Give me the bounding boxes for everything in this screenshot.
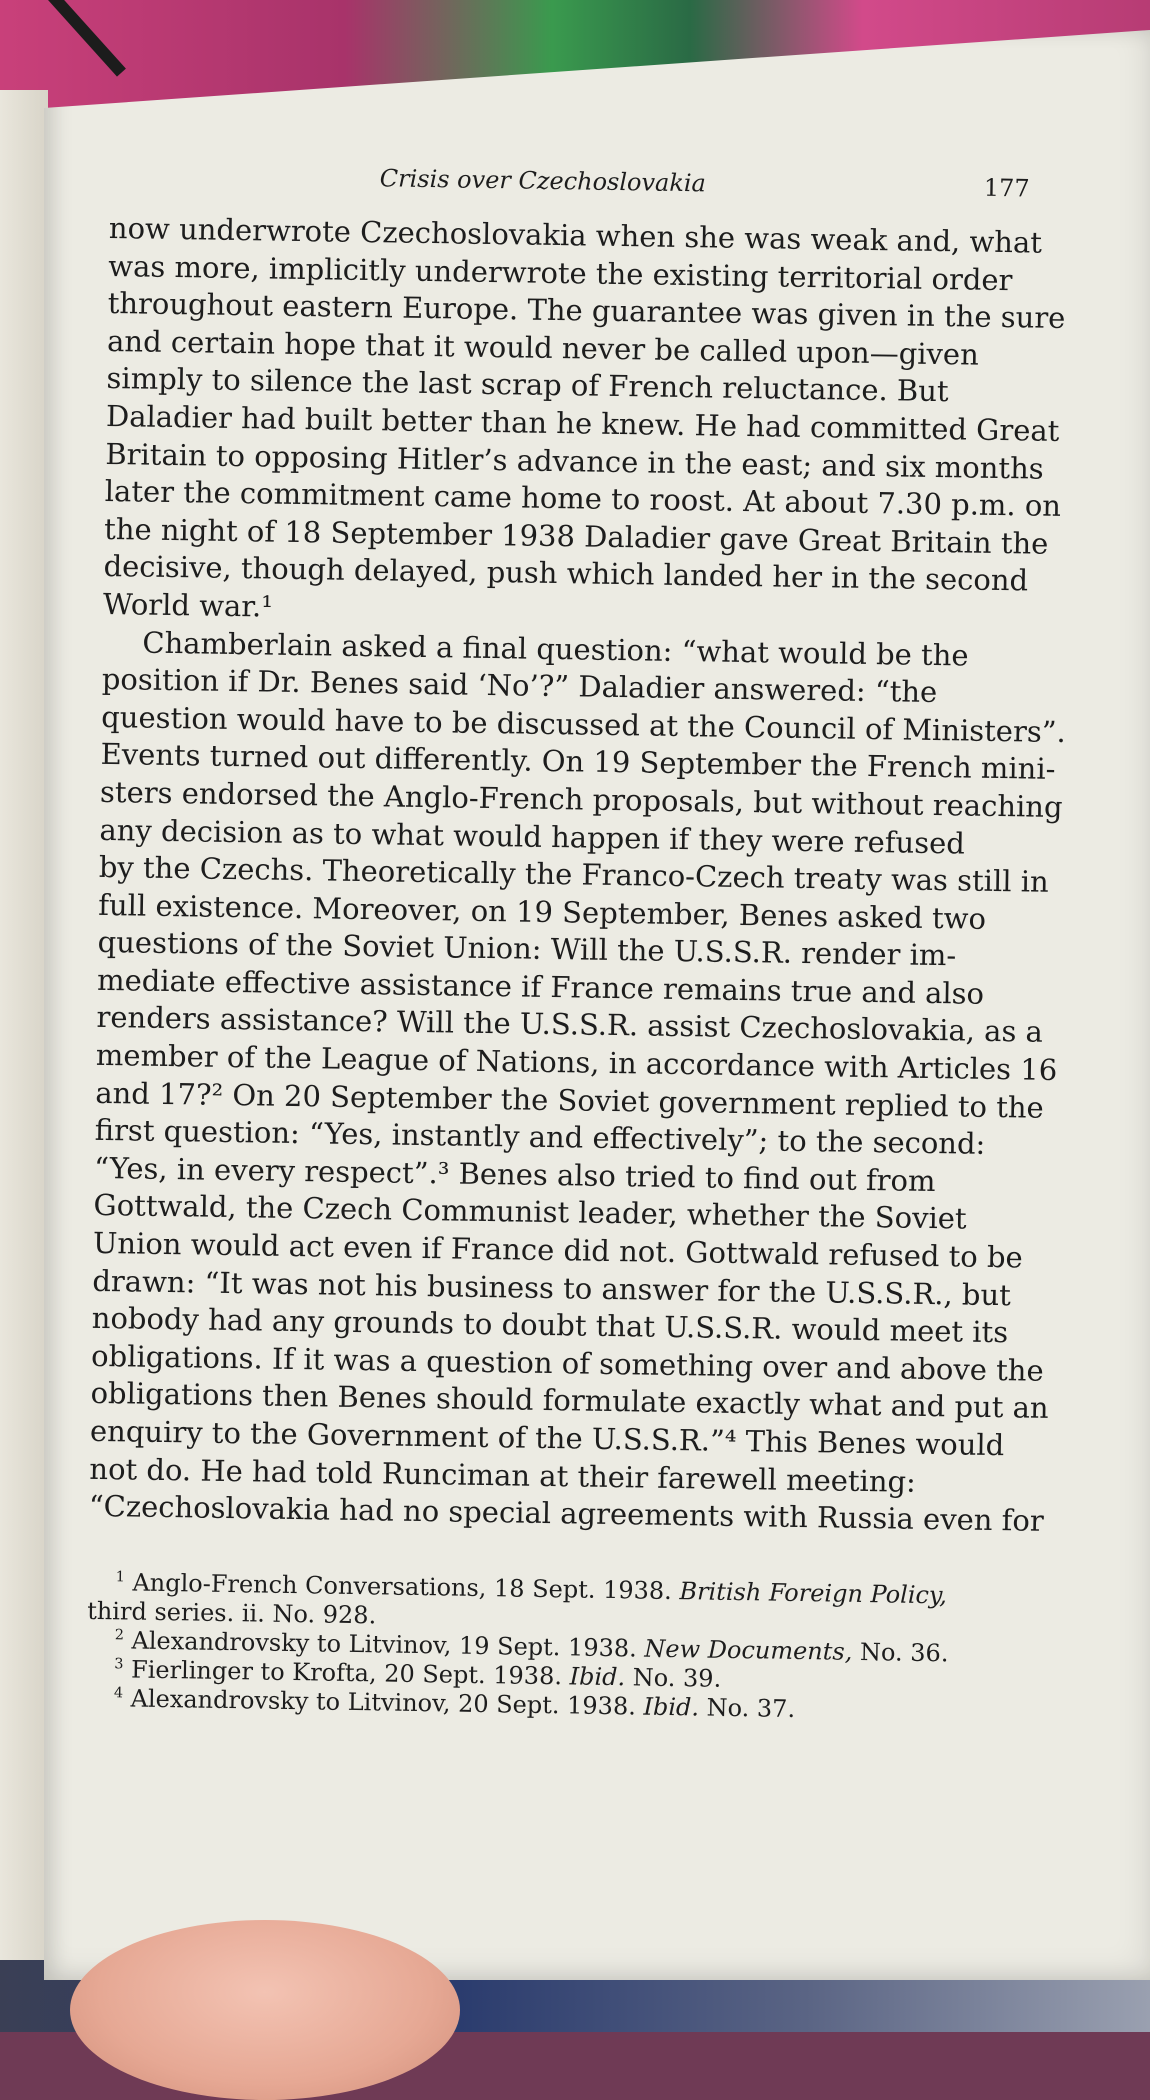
text-line: throughout eastern Europe. The guarantee was given in the sure bbox=[107, 286, 1066, 336]
footnote-number: 3 bbox=[114, 1656, 124, 1673]
text-line: sters endorsed the Anglo-French proposals, but without reaching bbox=[99, 774, 1063, 824]
text-line: question would have to be discussed at the Council of Ministers”. bbox=[100, 699, 1067, 749]
text-line: nobody had any grounds to doubt that U.S.S.R. would meet its bbox=[91, 1301, 1009, 1350]
footnote-italic: British Foreign Policy, bbox=[679, 1576, 948, 1610]
text-line: and certain hope that it would never be called upon—given bbox=[106, 323, 980, 372]
text-line: drawn: “It was not his business to answer for the U.S.S.R., but bbox=[92, 1263, 1012, 1312]
text-line: position if Dr. Benes said ‘No’?” Daladier answered: “the bbox=[101, 662, 938, 710]
footnote-text: Alexandrovsky to Litvinov, 19 Sept. 1938. bbox=[131, 1626, 637, 1663]
text-line: and 17?² On 20 September the Soviet government replied to the bbox=[95, 1075, 1045, 1125]
text-line: Britain to opposing Hitler’s advance in the east; and six months bbox=[105, 436, 1044, 486]
text-line: later the commitment came home to roost. At about 7.30 p.m. on bbox=[104, 474, 1062, 524]
footnote-number: 2 bbox=[114, 1627, 125, 1644]
footnote-tail: No. 37. bbox=[706, 1693, 796, 1723]
paragraph-2 bbox=[88, 623, 1067, 1540]
footnote-text: Anglo-French Conversations, 18 Sept. 1938. bbox=[132, 1568, 673, 1605]
text-line: “Yes, in every respect”.³ Benes also tried to find out from bbox=[93, 1150, 936, 1198]
text-line: full existence. Moreover, on 19 September, Benes asked two bbox=[98, 887, 987, 936]
text-line: Daladier had built better than he knew. He had committed Great bbox=[105, 398, 1060, 448]
text-line: renders assistance? Will the U.S.S.R. assist Czechoslovakia, as a bbox=[96, 1000, 1044, 1050]
text-line: “Czechoslovakia had no special agreements with Russia even for bbox=[88, 1489, 1045, 1539]
footnote-text: Alexandrovsky to Litvinov, 20 Sept. 1938. bbox=[130, 1684, 637, 1721]
running-title: Crisis over Czechoslovakia bbox=[379, 164, 707, 198]
facing-page-edge bbox=[0, 90, 48, 2032]
footnote-number: 4 bbox=[113, 1685, 124, 1702]
text-line: mediate effective assistance if France remains true and also bbox=[96, 962, 985, 1011]
footnote-1-continued: third series. ii. No. 928. bbox=[86, 1596, 377, 1630]
text-line: obligations then Benes should formulate exactly what and put an bbox=[90, 1376, 1049, 1426]
thumb bbox=[70, 1920, 460, 2100]
text-line: by the Czechs. Theoretically the Franco-Czech treaty was still in bbox=[98, 850, 1049, 899]
text-line: enquiry to the Government of the U.S.S.R.”⁴ This Benes would bbox=[89, 1413, 1005, 1463]
text-line: Chamberlain asked a final question: “what would be the bbox=[142, 625, 969, 673]
footnote-tail: No. 39. bbox=[632, 1663, 722, 1693]
footnote-italic: New Documents, bbox=[644, 1634, 853, 1666]
text-line: obligations. If it was a question of something over and above the bbox=[90, 1338, 1044, 1388]
footnote-italic: Ibid. bbox=[643, 1692, 700, 1722]
text-line: first question: “Yes, instantly and effectively”; to the second: bbox=[94, 1113, 986, 1162]
text-line: World war.¹ bbox=[102, 586, 274, 624]
page-number: 177 bbox=[983, 173, 1030, 203]
page-content bbox=[86, 160, 1067, 1727]
footnote-number: 1 bbox=[115, 1569, 126, 1586]
text-line: was more, implicitly underwrote the existing territorial order bbox=[108, 248, 1013, 297]
footnote-tail: No. 36. bbox=[859, 1637, 949, 1668]
text-line: Events turned out differently. On 19 September the French mini- bbox=[100, 737, 1056, 787]
text-line: not do. He had told Runciman at their farewell meeting: bbox=[89, 1451, 917, 1499]
text-line: the night of 18 September 1938 Daladier gave Great Britain the bbox=[103, 511, 1049, 561]
text-line: now underwrote Czechoslovakia when she was weak and, what bbox=[108, 210, 1043, 260]
paragraph-1 bbox=[102, 210, 1066, 638]
text-line: Union would act even if France did not. Gottwald refused to be bbox=[92, 1225, 1023, 1275]
text-line: any decision as to what would happen if they were refused bbox=[99, 812, 966, 861]
text-line: questions of the Soviet Union: Will the U.S.S.R. render im- bbox=[97, 925, 957, 973]
footnotes bbox=[86, 1568, 1018, 1728]
footnote-text: Fierlinger to Krofta, 20 Sept. 1938. bbox=[130, 1655, 563, 1691]
text-line: Gottwald, the Czech Communist leader, whether the Soviet bbox=[93, 1188, 967, 1237]
text-line: decisive, though delayed, push which landed her in the second bbox=[103, 549, 1029, 598]
footnote-italic: Ibid. bbox=[569, 1662, 626, 1692]
text-line: simply to silence the last scrap of French reluctance. But bbox=[106, 361, 949, 409]
text-line: member of the League of Nations, in accordance with Articles 16 bbox=[95, 1037, 1058, 1088]
